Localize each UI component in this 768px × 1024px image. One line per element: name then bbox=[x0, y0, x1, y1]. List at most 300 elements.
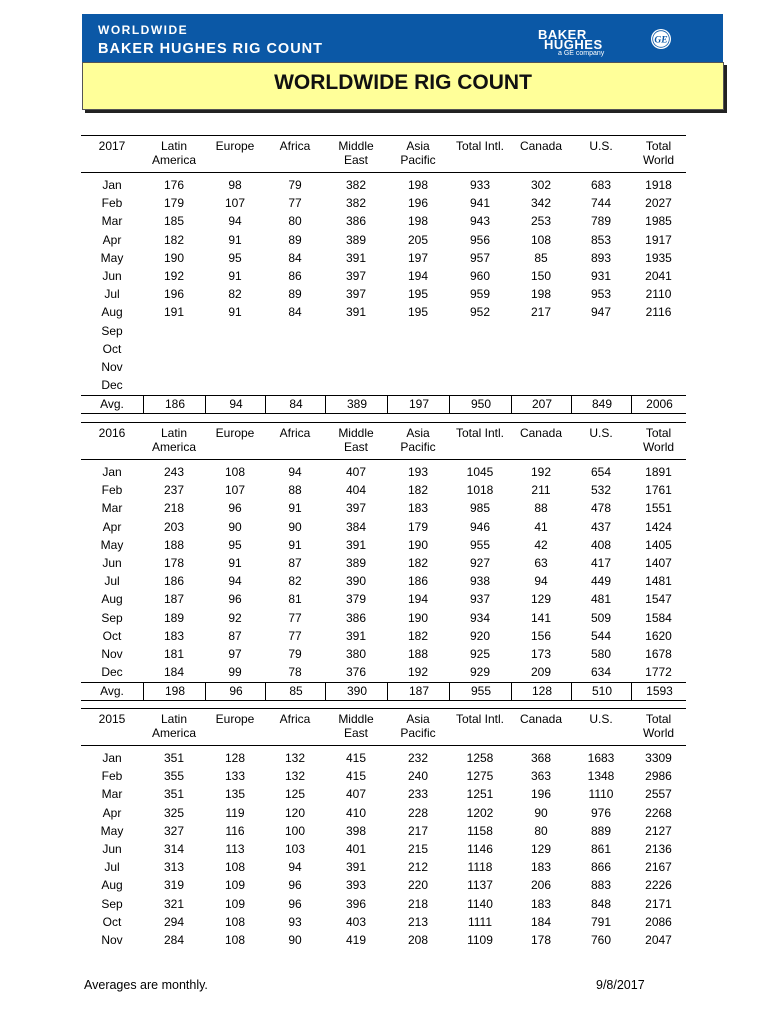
table-cell: 654 bbox=[590, 465, 612, 479]
table-cell: 386 bbox=[345, 214, 367, 229]
table-row bbox=[81, 785, 686, 803]
table-cell: 2167 bbox=[645, 860, 672, 875]
table-cell: 108 bbox=[224, 914, 246, 929]
table-cell: 407 bbox=[345, 465, 367, 479]
table-cell: 380 bbox=[345, 647, 367, 661]
table-cell: 853 bbox=[590, 232, 612, 247]
table-cell: 108 bbox=[530, 232, 552, 247]
column-header-line: U.S. bbox=[589, 712, 613, 726]
table-cell: 404 bbox=[345, 483, 367, 498]
table-cell: 198 bbox=[407, 178, 429, 192]
column-header bbox=[325, 139, 387, 167]
table-cell: 889 bbox=[590, 823, 612, 838]
table-cell: 1109 bbox=[467, 933, 493, 947]
table-cell: 129 bbox=[530, 842, 552, 856]
column-header bbox=[449, 712, 511, 726]
table-cell: 419 bbox=[345, 933, 367, 947]
table-cell: 3309 bbox=[645, 751, 672, 765]
table-cell: 532 bbox=[590, 483, 612, 498]
table-cell: 150 bbox=[530, 269, 552, 283]
table-cell: 580 bbox=[590, 647, 612, 661]
average-cell: 389 bbox=[325, 396, 388, 413]
table-cell: 481 bbox=[590, 592, 612, 607]
month-label: Jul bbox=[104, 860, 120, 875]
table-cell: 386 bbox=[345, 610, 367, 625]
table-cell: 183 bbox=[530, 896, 552, 911]
table-row bbox=[81, 303, 686, 321]
column-header-line: Africa bbox=[279, 426, 311, 440]
table-cell: 938 bbox=[469, 574, 491, 589]
column-header-line: Latin bbox=[160, 139, 188, 153]
table-cell: 87 bbox=[228, 628, 242, 643]
month-label: Mar bbox=[101, 787, 123, 802]
table-cell: 91 bbox=[228, 232, 242, 247]
month-label: Jun bbox=[102, 269, 122, 283]
table-cell: 90 bbox=[288, 519, 302, 534]
table-cell: 240 bbox=[407, 769, 429, 784]
table-cell: 78 bbox=[288, 665, 302, 680]
table-cell: 437 bbox=[590, 519, 612, 534]
table-cell: 94 bbox=[228, 574, 242, 589]
table-cell: 401 bbox=[345, 842, 367, 856]
table-row bbox=[81, 876, 686, 894]
column-header-line: America bbox=[151, 726, 196, 740]
column-header-line: Africa bbox=[279, 712, 311, 726]
month-label: Mar bbox=[101, 501, 123, 516]
table-row bbox=[81, 858, 686, 876]
column-header bbox=[265, 712, 325, 726]
column-header-line: Total Intl. bbox=[455, 426, 505, 440]
table-cell: 184 bbox=[163, 665, 185, 680]
table-cell: 203 bbox=[163, 519, 185, 534]
table-row bbox=[81, 663, 686, 681]
table-cell: 327 bbox=[163, 823, 185, 838]
column-header-line: World bbox=[642, 153, 675, 167]
table-cell: 744 bbox=[590, 196, 612, 211]
table-cell: 93 bbox=[288, 914, 302, 929]
table-cell: 95 bbox=[228, 250, 242, 265]
column-header-line: Latin bbox=[160, 426, 188, 440]
month-label: Jan bbox=[102, 465, 122, 479]
table-cell: 2110 bbox=[645, 287, 672, 302]
table-cell: 135 bbox=[224, 787, 246, 802]
month-label: May bbox=[100, 250, 124, 265]
average-cell: 94 bbox=[205, 396, 266, 413]
column-header-line: Asia bbox=[406, 712, 430, 726]
table-cell: 92 bbox=[228, 610, 242, 625]
average-row bbox=[81, 395, 686, 414]
table-cell: 325 bbox=[163, 805, 185, 820]
table-cell: 403 bbox=[345, 914, 367, 929]
column-header-line: Middle bbox=[338, 426, 374, 440]
table-cell: 91 bbox=[288, 537, 302, 552]
table-cell: 1110 bbox=[588, 787, 614, 802]
logo-tagline: a GE company bbox=[558, 50, 605, 57]
table-cell: 141 bbox=[530, 610, 552, 625]
table-cell: 937 bbox=[469, 592, 491, 607]
table-cell: 116 bbox=[225, 823, 245, 838]
table-cell: 211 bbox=[531, 483, 551, 498]
table-cell: 125 bbox=[284, 787, 306, 802]
month-label: May bbox=[100, 823, 124, 838]
table-cell: 108 bbox=[224, 465, 246, 479]
table-cell: 407 bbox=[345, 787, 367, 802]
table-row bbox=[81, 840, 686, 858]
column-header bbox=[325, 426, 387, 454]
table-cell: 179 bbox=[163, 196, 185, 211]
table-cell: 195 bbox=[407, 287, 429, 302]
table-cell: 89 bbox=[288, 287, 302, 302]
table-cell: 96 bbox=[288, 878, 302, 893]
logo-text-hughes: HUGHES bbox=[544, 37, 603, 52]
table-cell: 99 bbox=[228, 665, 242, 680]
column-header bbox=[143, 139, 205, 167]
table-cell: 63 bbox=[534, 556, 548, 570]
table-cell: 205 bbox=[407, 232, 429, 247]
table-cell: 196 bbox=[407, 196, 429, 211]
column-header bbox=[143, 712, 205, 740]
table-cell: 1683 bbox=[587, 751, 615, 765]
table-cell: 1137 bbox=[467, 878, 493, 893]
column-header-line: Canada bbox=[519, 712, 563, 726]
table-cell: 80 bbox=[534, 823, 548, 838]
table-cell: 85 bbox=[534, 250, 548, 265]
table-cell: 449 bbox=[590, 574, 612, 589]
header-line-1: WORLDWIDE bbox=[98, 23, 189, 37]
table-cell: 91 bbox=[228, 305, 242, 320]
column-header bbox=[387, 712, 449, 740]
month-label: May bbox=[100, 537, 124, 552]
table-cell: 100 bbox=[284, 823, 306, 838]
table-cell: 2116 bbox=[645, 305, 672, 320]
table-cell: 1917 bbox=[645, 232, 672, 247]
table-row bbox=[81, 822, 686, 840]
table-cell: 84 bbox=[288, 250, 302, 265]
table-cell: 186 bbox=[407, 574, 429, 589]
table-cell: 1918 bbox=[645, 178, 672, 192]
column-header bbox=[449, 426, 511, 440]
table-cell: 91 bbox=[288, 501, 302, 516]
table-cell: 91 bbox=[228, 556, 242, 570]
table-cell: 1140 bbox=[467, 896, 493, 911]
table-cell: 187 bbox=[163, 592, 185, 607]
table-cell: 363 bbox=[530, 769, 552, 784]
column-header bbox=[449, 139, 511, 153]
column-header bbox=[325, 712, 387, 740]
table-cell: 90 bbox=[534, 805, 548, 820]
month-label: Jul bbox=[104, 287, 120, 302]
table-cell: 94 bbox=[228, 214, 242, 229]
column-header-line: Europe bbox=[215, 426, 255, 440]
table-cell: 89 bbox=[288, 232, 302, 247]
table-cell: 960 bbox=[469, 269, 491, 283]
table-cell: 133 bbox=[224, 769, 246, 784]
table-cell: 943 bbox=[469, 214, 491, 229]
column-header bbox=[631, 426, 686, 454]
table-cell: 188 bbox=[163, 537, 185, 552]
table-cell: 156 bbox=[530, 628, 552, 643]
title-box bbox=[82, 62, 724, 110]
table-cell: 96 bbox=[288, 896, 302, 911]
table-header bbox=[81, 422, 686, 460]
table-cell: 119 bbox=[225, 805, 245, 820]
average-row bbox=[81, 682, 686, 701]
table-cell: 176 bbox=[163, 178, 185, 192]
table-row bbox=[81, 767, 686, 785]
average-cell: 510 bbox=[571, 683, 632, 700]
table-cell: 2027 bbox=[645, 196, 672, 211]
column-header-line: U.S. bbox=[589, 139, 613, 153]
table-row bbox=[81, 358, 686, 376]
table-cell: 760 bbox=[590, 933, 612, 947]
table-cell: 113 bbox=[225, 842, 245, 856]
table-cell: 1481 bbox=[645, 574, 672, 589]
average-cell: 207 bbox=[511, 396, 572, 413]
table-cell: 88 bbox=[288, 483, 302, 498]
table-cell: 1935 bbox=[645, 250, 672, 265]
table-cell: 190 bbox=[407, 537, 429, 552]
table-row bbox=[81, 895, 686, 913]
table-cell: 194 bbox=[407, 592, 429, 607]
table-cell: 634 bbox=[590, 665, 612, 680]
table-cell: 41 bbox=[534, 519, 548, 534]
table-cell: 107 bbox=[224, 196, 246, 211]
month-label: Nov bbox=[101, 647, 123, 661]
column-header-line: Pacific bbox=[400, 726, 436, 740]
column-header-line: Latin bbox=[160, 712, 188, 726]
table-cell: 478 bbox=[590, 501, 612, 516]
table-cell: 342 bbox=[530, 196, 552, 211]
table-cell: 80 bbox=[288, 214, 302, 229]
table-row bbox=[81, 340, 686, 358]
column-header-line: Middle bbox=[338, 712, 374, 726]
month-label: Dec bbox=[101, 378, 123, 393]
table-cell: 178 bbox=[530, 933, 552, 947]
table-cell: 789 bbox=[590, 214, 612, 229]
table-cell: 253 bbox=[530, 214, 552, 229]
table-cell: 1407 bbox=[645, 556, 672, 570]
table-cell: 391 bbox=[345, 628, 367, 643]
average-cell: 128 bbox=[511, 683, 572, 700]
average-cell: 1593 bbox=[631, 683, 687, 700]
column-header-line: Middle bbox=[338, 139, 374, 153]
table-cell: 410 bbox=[345, 805, 367, 820]
table-row bbox=[81, 267, 686, 285]
table-cell: 1424 bbox=[645, 519, 672, 534]
table-cell: 397 bbox=[345, 287, 367, 302]
table-cell: 985 bbox=[469, 501, 491, 516]
table-cell: 351 bbox=[163, 751, 185, 765]
table-cell: 1111 bbox=[467, 914, 493, 929]
table-cell: 294 bbox=[163, 914, 185, 929]
table-cell: 173 bbox=[530, 647, 552, 661]
table-cell: 192 bbox=[530, 465, 552, 479]
table-cell: 1891 bbox=[645, 465, 672, 479]
table-cell: 2557 bbox=[645, 787, 672, 802]
logo-text-baker: BAKER bbox=[538, 27, 587, 42]
table-cell: 947 bbox=[590, 305, 612, 320]
table-cell: 321 bbox=[163, 896, 185, 911]
column-header bbox=[143, 426, 205, 454]
table-cell: 397 bbox=[345, 269, 367, 283]
column-header-line: Total Intl. bbox=[455, 712, 505, 726]
footer-date: 9/8/2017 bbox=[596, 978, 645, 992]
table-cell: 956 bbox=[469, 232, 491, 247]
table-cell: 1118 bbox=[467, 860, 493, 875]
table-cell: 861 bbox=[590, 842, 612, 856]
table-cell: 2086 bbox=[645, 914, 672, 929]
average-cell: 96 bbox=[205, 683, 266, 700]
month-label: Sep bbox=[101, 610, 123, 625]
table-cell: 391 bbox=[345, 305, 367, 320]
month-label: Nov bbox=[101, 360, 123, 374]
table-cell: 194 bbox=[407, 269, 429, 283]
column-header-line: Africa bbox=[279, 139, 311, 153]
month-label: Feb bbox=[101, 769, 123, 784]
month-label: Apr bbox=[102, 519, 122, 534]
table-cell: 128 bbox=[224, 751, 246, 765]
table-cell: 181 bbox=[163, 647, 185, 661]
table-cell: 391 bbox=[345, 537, 367, 552]
column-header-line: America bbox=[151, 153, 196, 167]
table-row bbox=[81, 231, 686, 249]
column-header-line: East bbox=[343, 153, 368, 167]
average-label: Avg. bbox=[100, 397, 124, 412]
average-cell: 2006 bbox=[631, 396, 687, 413]
table-row bbox=[81, 499, 686, 517]
column-header bbox=[571, 139, 631, 153]
table-cell: 108 bbox=[224, 933, 246, 947]
table-cell: 188 bbox=[407, 647, 429, 661]
month-label: Feb bbox=[101, 196, 123, 211]
table-cell: 97 bbox=[228, 647, 242, 661]
table-cell: 120 bbox=[284, 805, 306, 820]
table-cell: 398 bbox=[345, 823, 367, 838]
table-row bbox=[81, 645, 686, 663]
table-cell: 2041 bbox=[645, 269, 672, 283]
table-cell: 94 bbox=[288, 465, 302, 479]
table-cell: 42 bbox=[534, 537, 548, 552]
table-cell: 237 bbox=[163, 483, 185, 498]
table-row bbox=[81, 572, 686, 590]
table-cell: 81 bbox=[288, 592, 302, 607]
table-row bbox=[81, 376, 686, 394]
table-cell: 198 bbox=[530, 287, 552, 302]
month-label: Mar bbox=[101, 214, 123, 229]
table-cell: 190 bbox=[407, 610, 429, 625]
table-cell: 952 bbox=[469, 305, 491, 320]
table-cell: 185 bbox=[163, 214, 185, 229]
table-cell: 1258 bbox=[466, 751, 494, 765]
table-cell: 391 bbox=[345, 860, 367, 875]
average-cell: 85 bbox=[265, 683, 326, 700]
table-cell: 368 bbox=[530, 751, 552, 765]
table-cell: 509 bbox=[590, 610, 612, 625]
table-cell: 1620 bbox=[645, 628, 672, 643]
year-label: 2016 bbox=[98, 426, 126, 440]
table-cell: 384 bbox=[345, 519, 367, 534]
table-cell: 94 bbox=[288, 860, 302, 875]
month-label: Jul bbox=[104, 574, 120, 589]
table-cell: 179 bbox=[407, 519, 429, 534]
month-label: Oct bbox=[102, 914, 122, 929]
table-row bbox=[81, 285, 686, 303]
table-cell: 90 bbox=[228, 519, 242, 534]
table-cell: 2047 bbox=[645, 933, 672, 947]
table-cell: 1146 bbox=[467, 842, 493, 856]
table-cell: 228 bbox=[407, 805, 429, 820]
average-cell: 390 bbox=[325, 683, 388, 700]
ge-monogram-icon bbox=[650, 28, 672, 50]
table-cell: 86 bbox=[288, 269, 302, 283]
table-cell: 212 bbox=[407, 860, 429, 875]
ge-monogram-text: GE bbox=[654, 35, 668, 46]
table-cell: 196 bbox=[530, 787, 552, 802]
table-cell: 1985 bbox=[645, 214, 672, 229]
table-cell: 132 bbox=[284, 769, 306, 784]
table-cell: 2171 bbox=[645, 896, 672, 911]
baker-hughes-logo bbox=[538, 27, 688, 57]
table-cell: 197 bbox=[407, 250, 429, 265]
table-cell: 941 bbox=[469, 196, 491, 211]
column-header-line: World bbox=[642, 726, 675, 740]
table-cell: 946 bbox=[469, 519, 491, 534]
table-cell: 208 bbox=[407, 933, 429, 947]
average-cell: 955 bbox=[449, 683, 512, 700]
table-row bbox=[81, 804, 686, 822]
table-cell: 1045 bbox=[466, 465, 494, 479]
table-cell: 217 bbox=[407, 823, 429, 838]
table-cell: 848 bbox=[590, 896, 612, 911]
table-section-2016 bbox=[81, 422, 686, 702]
table-cell: 1158 bbox=[467, 823, 493, 838]
column-header-line: Asia bbox=[406, 139, 430, 153]
table-cell: 2268 bbox=[645, 805, 672, 820]
column-header bbox=[205, 426, 265, 440]
column-header-line: Total bbox=[645, 426, 672, 440]
table-cell: 1772 bbox=[645, 665, 672, 680]
month-label: Aug bbox=[101, 878, 123, 893]
table-cell: 90 bbox=[288, 933, 302, 947]
column-header bbox=[511, 139, 571, 153]
table-cell: 209 bbox=[530, 665, 552, 680]
table-cell: 183 bbox=[407, 501, 429, 516]
table-cell: 87 bbox=[288, 556, 302, 570]
column-header-line: East bbox=[343, 726, 368, 740]
column-header-line: America bbox=[151, 440, 196, 454]
table-cell: 929 bbox=[469, 665, 491, 680]
table-cell: 190 bbox=[163, 250, 185, 265]
header-line-2: BAKER HUGHES RIG COUNT bbox=[98, 41, 324, 57]
table-cell: 314 bbox=[163, 842, 185, 856]
year-label: 2015 bbox=[98, 712, 126, 726]
table-cell: 220 bbox=[407, 878, 429, 893]
column-header bbox=[571, 426, 631, 440]
table-cell: 355 bbox=[163, 769, 185, 784]
table-cell: 206 bbox=[530, 878, 552, 893]
table-cell: 198 bbox=[407, 214, 429, 229]
table-cell: 544 bbox=[590, 628, 612, 643]
table-cell: 215 bbox=[407, 842, 429, 856]
column-header-line: Canada bbox=[519, 426, 563, 440]
table-cell: 196 bbox=[163, 287, 185, 302]
column-header-line: Asia bbox=[406, 426, 430, 440]
table-cell: 129 bbox=[530, 592, 552, 607]
month-label: Apr bbox=[102, 232, 122, 247]
table-cell: 955 bbox=[469, 537, 491, 552]
table-row bbox=[81, 609, 686, 627]
column-header bbox=[387, 139, 449, 167]
